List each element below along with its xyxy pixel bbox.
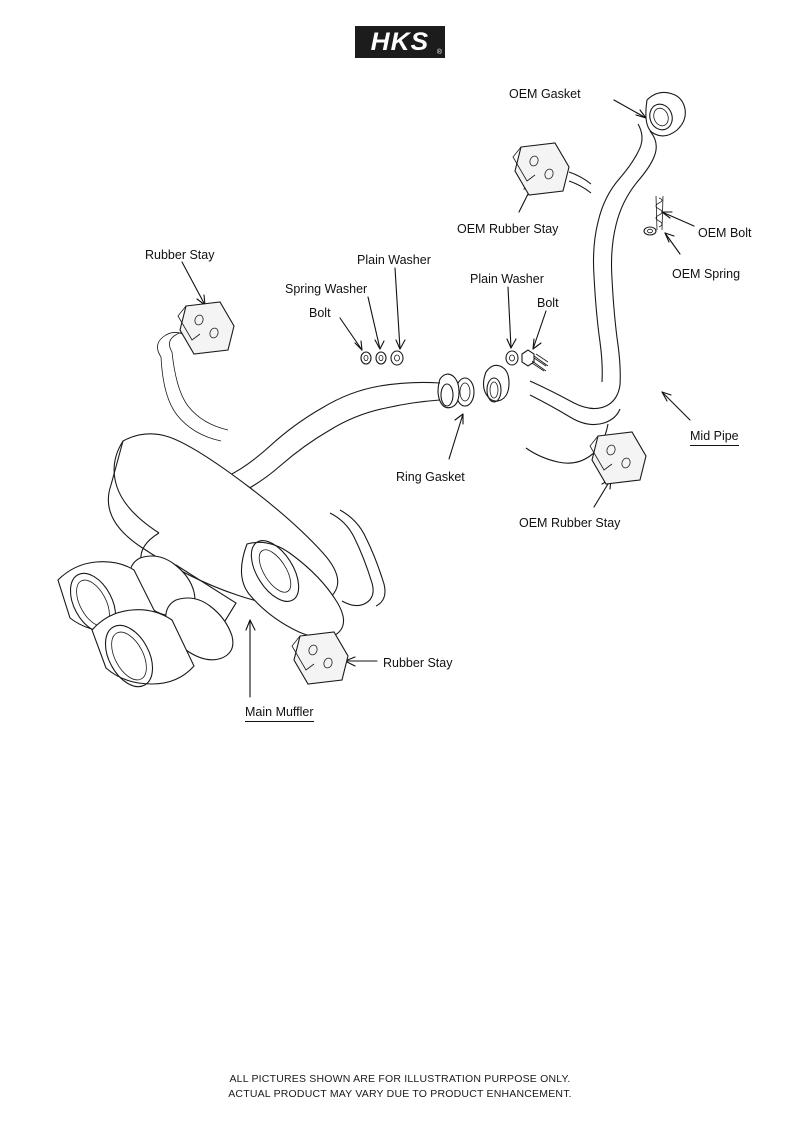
- label-oem-rubber-stay-bottom: OEM Rubber Stay: [519, 516, 621, 530]
- mid-pipe-part: [484, 124, 657, 463]
- footer-line-1: ALL PICTURES SHOWN ARE FOR ILLUSTRATION PURPOSE ONLY.: [229, 1073, 571, 1085]
- hardware-right-set: [506, 350, 548, 371]
- label-oem-bolt: OEM Bolt: [698, 226, 752, 240]
- label-oem-rubber-stay-top: OEM Rubber Stay: [457, 222, 559, 236]
- rubber-stay-block-top-left: [178, 302, 234, 354]
- label-ring-gasket: Ring Gasket: [396, 470, 465, 484]
- oem-rubber-stay-block-bottom: [590, 432, 646, 484]
- label-mid-pipe: Mid Pipe: [690, 429, 739, 446]
- hardware-left-set: [361, 351, 403, 365]
- footer-disclaimer: [0, 1072, 800, 1102]
- footer-line-2: ACTUAL PRODUCT MAY VARY DUE TO PRODUCT ENHANCEMENT.: [228, 1088, 572, 1101]
- oem-rubber-stay-block-top: [513, 143, 591, 195]
- left-flange-part: [438, 374, 459, 408]
- label-main-muffler: Main Muffler: [245, 705, 314, 722]
- hks-logo-text: HKS: [370, 27, 430, 56]
- leader-lines: [182, 100, 694, 697]
- label-rubber-stay-bottom: Rubber Stay: [383, 656, 453, 670]
- label-spring-washer: Spring Washer: [285, 282, 368, 296]
- label-oem-spring: OEM Spring: [672, 267, 741, 281]
- label-oem-gasket: OEM Gasket: [509, 87, 581, 101]
- oem-spring-part: [656, 196, 663, 230]
- label-plain-washer-right: Plain Washer: [470, 272, 544, 286]
- rubber-stay-block-bottom: [292, 632, 348, 684]
- oem-bolt-part: [644, 227, 656, 235]
- oem-gasket-part: [646, 92, 685, 135]
- label-rubber-stay-top: Rubber Stay: [145, 248, 215, 262]
- label-plain-washer-left: Plain Washer: [357, 253, 431, 267]
- label-bolt-right: Bolt: [537, 296, 559, 310]
- label-bolt-left: Bolt: [309, 306, 331, 320]
- registered-trademark-icon: ®: [436, 49, 442, 56]
